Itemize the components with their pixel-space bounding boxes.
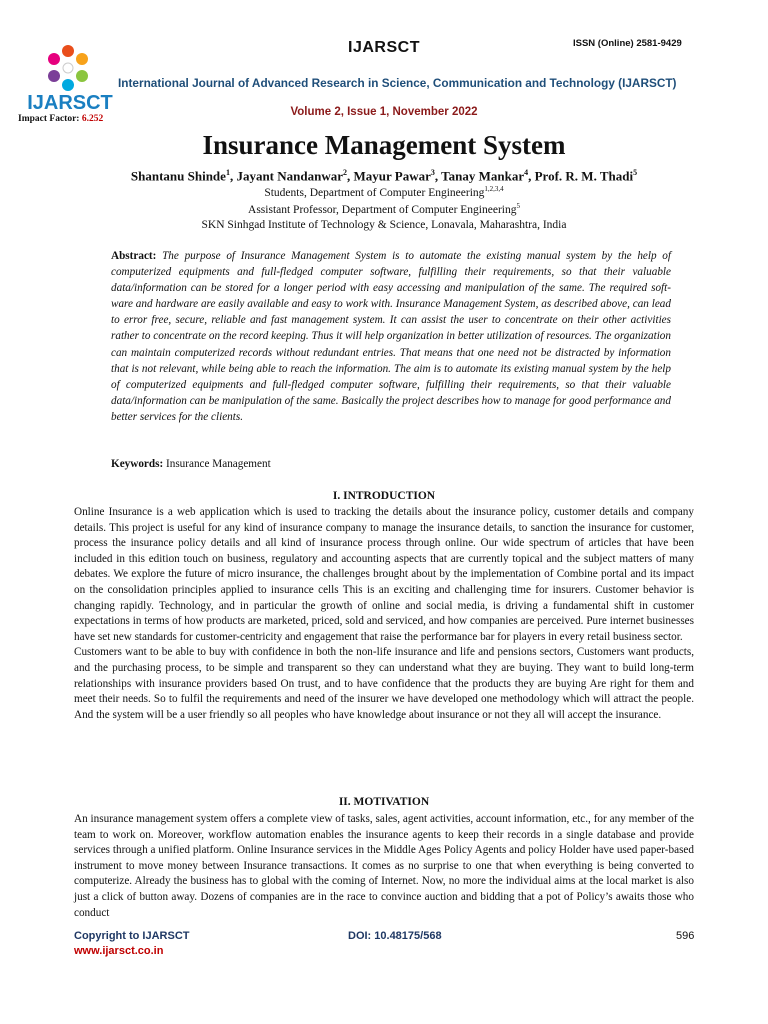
keywords [111, 458, 271, 470]
page-number: 596 [676, 930, 695, 942]
author-sup: 1 [225, 168, 230, 177]
affiliation-students [0, 185, 768, 199]
author-name: Tanay Mankar [441, 168, 525, 184]
keywords-label: Keywords: [111, 458, 164, 470]
abstract-label: Abstract: [111, 250, 157, 262]
affiliation-institute: SKN Sinhgad Institute of Technology & Science, Lonavala, Maharashtra, India [201, 219, 567, 231]
author-name: Mayur Pawar [353, 168, 431, 184]
volume-issue: Volume 2, Issue 1, November 2022 [290, 106, 478, 118]
issn: ISSN (Online) 2581-9429 [573, 38, 682, 49]
introduction-body [74, 505, 694, 723]
footer-website-link[interactable]: www.ijarsct.co.in [74, 945, 164, 957]
affiliation-text: Students, Department of Computer Engineering [264, 186, 485, 199]
paragraph: An insurance management system offers a complete view of tasks, sales, agent activities, account information, etc., for any member of the team to work on. Moreover, workflow automation enables the insurance agents to keep their records in a single database and provide services through a unified platform. Online Insurance services in the Middle Ages Policy Agents and policy Holder have used paper-based instrument to move money between Insurance transactions. It comes as no surprise to one that when everything is being converted to computerize. Already the business has to global with the coming of Internet. Now, no more the individual aims at the local market is also just a click of button away. Dozens of companies are in the race to convince auction and bidding that a pot of Policy’s awaits those who conduct [74, 813, 694, 919]
logo-text: IJARSCT [27, 92, 113, 114]
author-sup: 4 [524, 168, 529, 177]
journal-abbreviation: IJARSCT [348, 39, 420, 56]
author-sup: 3 [430, 168, 435, 177]
affiliation-sup: 1,2,3,4 [484, 185, 504, 193]
affiliation-professor [0, 202, 768, 216]
paragraph: Online Insurance is a web application which is used to tracking the details about the insurance policy, customer details and company details. This project is useful for any kind of insurance company to manage the insurance details, to sanction the insurance for customer, process the insurance policy details and all kind of insurance process through online. Our wide spectrum of articles that have been included in this edition touch on business, regulatory and accounting aspects that are currently topical and the subject matters of many debates. We explore the future of micro insurance, the challenges brought about by the implementation of Combine portal and its impact on the consolidation principles applied to insurance cells This is an exciting and challenging time for insurers. Customer behavior is changing rapidly. Technology, and in particular the growth of online and social media, is driving a fundamental shift in customer expectations in terms of how products are marketed, priced, sold and serviced, and how companies are perceived. Pure internet businesses have set new standards for customer-centricity and engagement that raise the performance bar for players in every retail business sector. [74, 506, 694, 643]
author-list: Shantanu Shinde$^1$, Jayant Nandanwar$^2$, Mayur Pawar$^3$, Tanay Mankar$^4$, Prof. R. M. Thadi$^5$ [130, 168, 638, 184]
motivation-body [74, 812, 694, 921]
affiliation-sup: 5 [516, 202, 520, 210]
section-heading-motivation: II. MOTIVATION [338, 796, 430, 808]
author-sup: 2 [342, 168, 347, 177]
impact-factor-label: Impact Factor: [18, 114, 80, 124]
abstract-text: The purpose of Insurance Management System is to automate the existing manual system by the help of computerized equipments and full-fledged computer software, fulfilling their requirements, so that their valuable data/information can be stored for a longer period with easy accessing and manipulation of the same. The required soft-ware and hardware are easily available and easy to work with. Insurance Management System, as described above, can lead to error free, secure, reliable and fast management system. It can assist the user to concentrate on their other activities rather to concentrate on the record keeping. Thus it will help organization in better utilization of resources. The organization can maintain computerized records without redundant entries. That means that one need not be distracted by information that is not relevant, while being able to reach the information. The aim is to automate its existing manual system by the help of computerized equipments and full-fledged computer software, fulfilling their requirements, so that their valuable data/information can be manipulation of the same. Basically the project describes how to manage for good performance and better services for the clients. [111, 250, 672, 423]
affiliation-text: Assistant Professor, Department of Computer Engineering [248, 203, 517, 216]
impact-factor [18, 114, 103, 124]
footer-doi[interactable]: DOI: 10.48175/568 [348, 930, 442, 942]
paper-title: Insurance Management System [202, 130, 566, 160]
author-sup: 5 [633, 168, 638, 177]
paragraph: Customers want to be able to buy with confidence in both the non-life insurance and life and pensions sectors, Customers want products, and the purchasing process, to be simple and transparent so they can understand what they are buying. They want to build long-term relationships with insurance providers based On trust, and to have confidence that the products they are buying Are right for them and meet their needs. So to fulfil the requirements and need of the insurer we have developed one methodology which will attract the people. And the system will be a user friendly so all peoples who have knowledge about insurance or not they all will accept the insurance. [74, 646, 694, 721]
abstract [111, 248, 671, 425]
footer-copyright: Copyright to IJARSCT [74, 930, 190, 942]
impact-factor-value: 6.252 [81, 114, 104, 124]
author-name: Prof. R. M. Thadi [534, 168, 634, 184]
section-heading-introduction: I. INTRODUCTION [332, 490, 436, 502]
author-name: Shantanu Shinde [130, 168, 226, 184]
journal-name: International Journal of Advanced Research in Science, Communication and Technology (IJARSCT) [118, 76, 677, 90]
author-name: Jayant Nandanwar [236, 168, 343, 184]
keywords-text: Insurance Management [166, 458, 271, 470]
